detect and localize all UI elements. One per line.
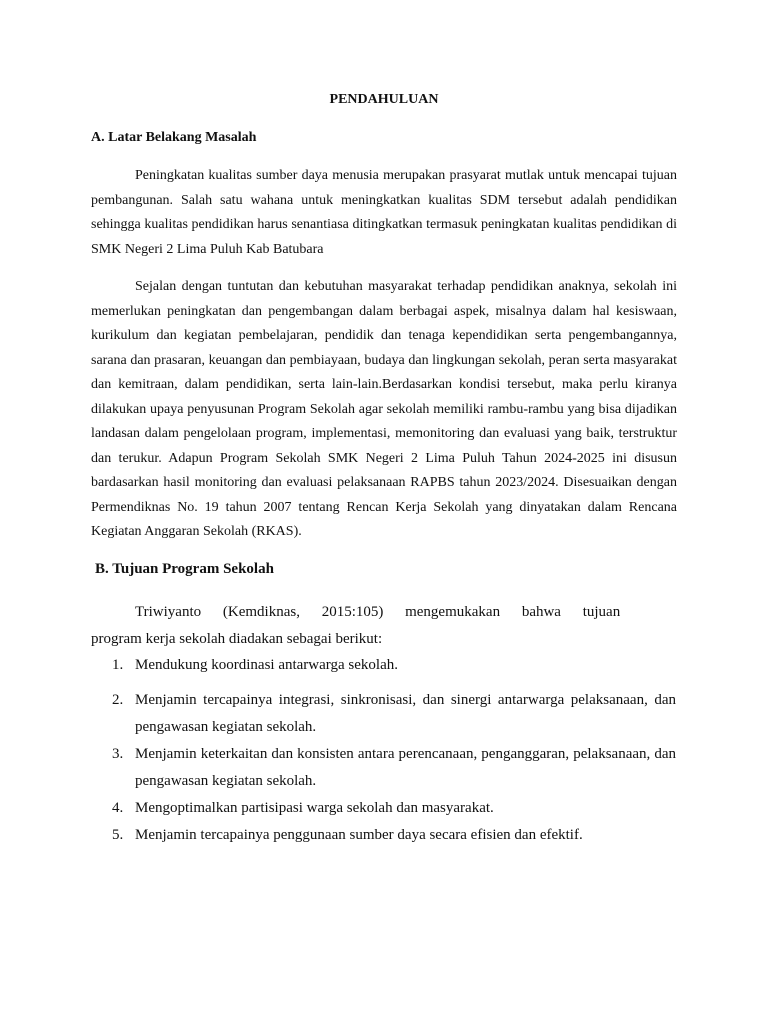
list-item <box>91 652 676 679</box>
list-item-text: Menjamin tercapainya penggunaan sumber daya secara efisien dan efektif. <box>135 827 583 843</box>
list-item-number: 3. <box>112 746 124 762</box>
list-item-text: Mendukung koordinasi antarwarga sekolah. <box>135 657 398 673</box>
page-title: PENDAHULUAN <box>329 92 439 107</box>
list-item-text: Menjamin tercapainya integrasi, sinkronisasi, dan sinergi antarwarga pelaksanaan, dan pengawasan kegiatan sekolah. <box>135 692 676 735</box>
section-b-intro <box>91 599 651 653</box>
list-item-number: 5. <box>112 827 124 843</box>
list-item-number: 2. <box>112 692 124 708</box>
section-a-heading: A. Latar Belakang Masalah <box>91 130 257 145</box>
list-item <box>91 795 676 822</box>
list-item-number: 1. <box>112 657 124 673</box>
section-a-paragraph-1: Peningkatan kualitas sumber daya menusia merupakan prasyarat mutlak untuk mencapai tujuan pembangunan. Salah satu wahana untuk meningkatkan kualitas SDM tersebut adalah pendidikan sehingga kualitas pendidikan harus senantiasa ditingkatkan termasuk peningkatan kualitas pendidikan di SMK Negeri 2 Lima Puluh Kab Batubara <box>91 168 677 257</box>
objectives-list <box>91 652 676 849</box>
list-item <box>91 741 676 795</box>
list-item <box>91 687 676 741</box>
list-item <box>91 822 676 849</box>
list-item-number: 4. <box>112 800 124 816</box>
section-b-heading: B. Tujuan Program Sekolah <box>95 561 274 577</box>
section-b-intro-line-1: Triwiyanto (Kemdiknas, 2015:105) mengemukakan bahwa tujuan <box>135 604 621 620</box>
list-item-text: Menjamin keterkaitan dan konsisten antara perencanaan, penganggaran, pelaksanaan, dan pengawasan kegiatan sekolah. <box>135 746 676 789</box>
section-a-paragraph-2: Sejalan dengan tuntutan dan kebutuhan masyarakat terhadap pendidikan anaknya, sekolah ini memerlukan peningkatan dan pengembangan dalam berbagai aspek, misalnya dalam hal kesiswaan, kurikulum dan kegiatan pembelajaran, pendidik dan tenaga kependidikan serta pengembangannya, sarana dan prasaran, keuangan dan pembiayaan, budaya dan lingkungan sekolah, peran serta masyarakat dan kemitraan, dalam pendidikan, serta lain-lain.Berdasarkan kondisi tersebut, maka perlu kiranya dilakukan upaya penyusunan Program Sekolah agar sekolah memiliki rambu-rambu yang bisa dijadikan landasan dalam pengelolaan program, implementasi, memonitoring dan evaluasi yang baik, terstruktur dan terukur. Adapun Program Sekolah SMK Negeri 2 Lima Puluh Tahun 2024-2025 ini disusun bardasarkan hasil monitoring dan evaluasi pelaksanaan RAPBS tahun 2023/2024. Disesuaikan dengan Permendiknas No. 19 tahun 2007 tentang Rencan Kerja Sekolah yang dinyatakan dalam Rencana Kegiatan Anggaran Sekolah (RKAS). <box>91 279 677 539</box>
list-item-text: Mengoptimalkan partisipasi warga sekolah dan masyarakat. <box>135 800 494 816</box>
section-b-intro-line-2: program kerja sekolah diadakan sebagai berikut: <box>91 631 383 647</box>
